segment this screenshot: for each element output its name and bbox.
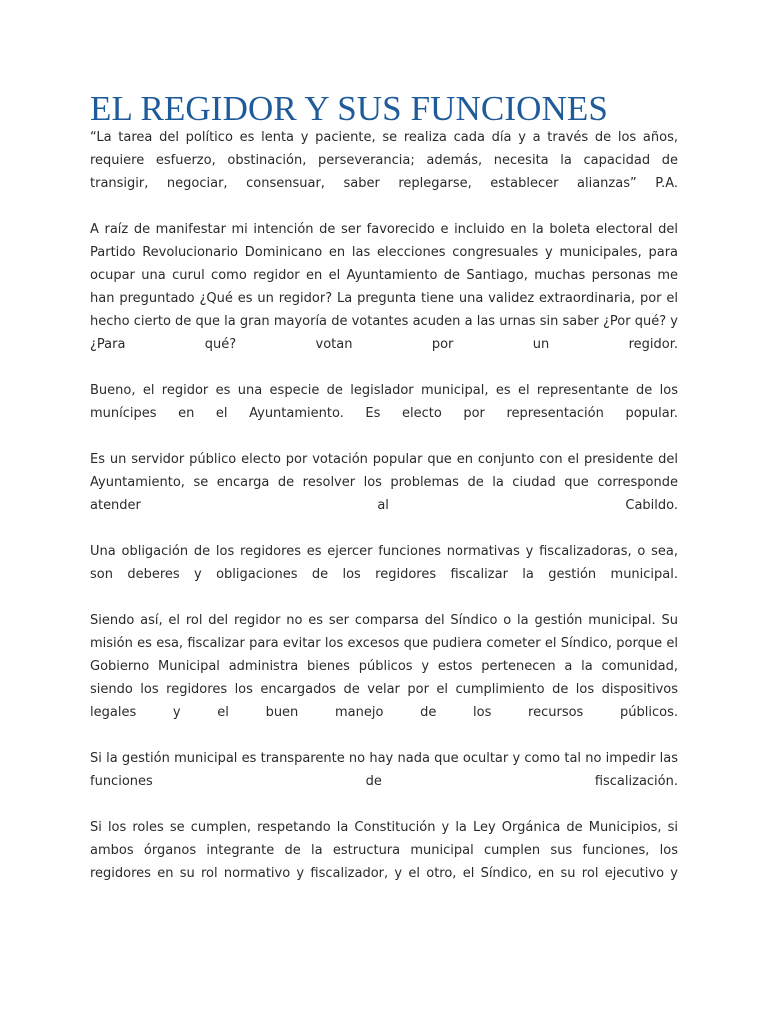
paragraph-intro: A raíz de manifestar mi intención de ser favorecido e incluido en la boleta electoral del Partido Revolucionario Dominicano en las elecciones congresuales y municipales, para ocupar una curul como regidor en el Ayuntamiento de Santiago, muchas personas me han preguntado ¿Qué es un regidor? La pregunta tiene una validez extraordinaria, por el hecho cierto de que la gran mayoría de votantes acuden a las urnas sin saber ¿Por qué? y ¿Para qué? votan por un regidor. [90, 222, 678, 352]
document-page [90, 88, 678, 885]
paragraph-obligation: Una obligación de los regidores es ejercer funciones normativas y fiscalizadoras, o sea, son deberes y obligaciones de los regidores fiscalizar la gestión municipal. [90, 544, 678, 582]
paragraph-role: Siendo así, el rol del regidor no es ser comparsa del Síndico o la gestión municipal. Su misión es esa, fiscalizar para evitar los excesos que pudiera cometer el Síndico, porque el Gobierno Municipal administra bienes públicos y estos pertenecen a la comunidad, siendo los regidores los encargados de velar por el cumplimiento de los dispositivos legales y el buen manejo de los recursos públicos. [90, 613, 678, 720]
paragraph-quote: “La tarea del político es lenta y paciente, se realiza cada día y a través de los años, requiere esfuerzo, obstinación, perseverancia; además, necesita la capacidad de transigir, negociar, consensuar, saber replegarse, establecer alianzas” P.A. [90, 130, 678, 191]
document-title: EL REGIDOR Y SUS FUNCIONES [90, 89, 608, 128]
paragraph-definition: Bueno, el regidor es una especie de legislador municipal, es el representante de los munícipes en el Ayuntamiento. Es electo por representación popular. [90, 383, 678, 421]
paragraph-transparency: Si la gestión municipal es transparente no hay nada que ocultar y como tal no impedir las funciones de fiscalización. [90, 751, 678, 789]
paragraph-roles: Si los roles se cumplen, respetando la Constitución y la Ley Orgánica de Municipios, si ambos órganos integrante de la estructura municipal cumplen sus funciones, los regidores en su rol normativo y fiscalizador, y el otro, el Síndico, en su rol ejecutivo y [90, 820, 678, 881]
paragraph-public-servant: Es un servidor público electo por votación popular que en conjunto con el presidente del Ayuntamiento, se encarga de resolver los problemas de la ciudad que corresponde atender al Cabildo. [90, 452, 678, 513]
